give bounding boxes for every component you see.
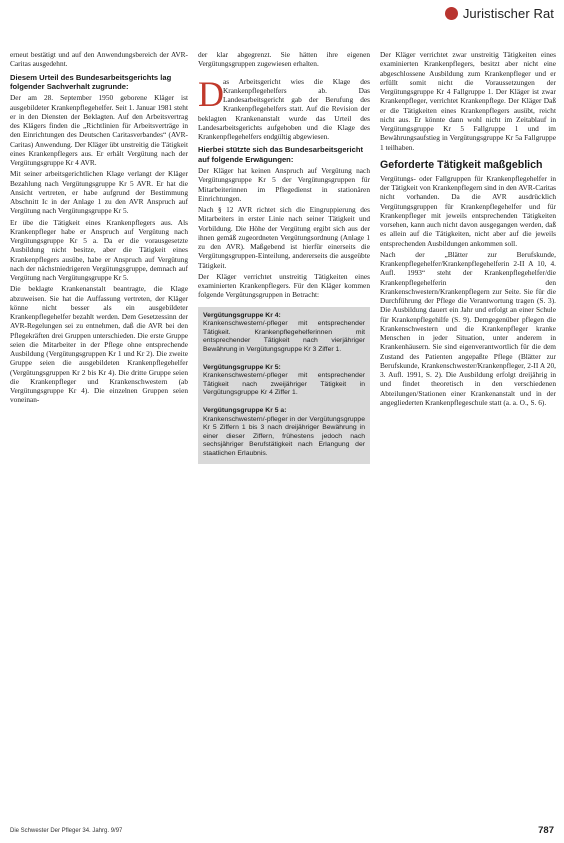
section-heading: Geforderte Tätigkeit maßgeblich [380,158,543,171]
pay-group-box [198,307,370,465]
paragraph: der klar abgegrenzt. Sie hätten ihre eigenen Vergütungsgruppen zugewiesen erhalten. [198,50,370,69]
paragraph: Der Kläger verrichtet zwar unstreitig Tätigkeiten eines examinierten Krankenpflegers, besitzt aber nicht eine abgeschlossene Ausbildung zum Krankenpfleger und er erfüllt somit nicht die Voraussetzungen der Vergütungsgruppe Kr 4 Fallgruppe 1. Der Kläger ist zwar Krankenpfleger, verrichtet Krankenpflege. Der Kläger Daß er die Tätigkeiten eines Krankenpflegers ausübt, reicht nicht aus. Er könnte dann wohl nicht im Zeitablauf in Vergütungsgruppe Kr 5 Fallgruppe 1 und im Bewährungsaufstieg in Vergütungsgruppe Kr 5a Fallgruppe 1 teilhaben. [380,50,556,152]
pay-group-item [203,312,365,355]
pay-group-title: Vergütungsgruppe Kr 4: [203,311,281,319]
pay-group-title: Vergütungsgruppe Kr 5 a: [203,406,287,414]
column-1 [10,50,188,407]
pay-group-item [203,364,365,398]
paragraph-text: as Arbeitsgericht wies die Klage des Krankenpflegehelfers ab. Das Landesarbeitsgericht gab der Berufung des Krankenpflegehelfers statt. Auf die Revision der beklagten Krankenanstalt wurde das Urteil des Landesarbeitsgerichts aufgehoben und die Klage des Krankenpflegehelfers endgültig abgewiesen. [198,76,370,141]
column-3 [380,50,556,409]
pay-group-text: Krankenschwestern/-pfleger mit entsprechender Tätigkeit. Krankenpflegehelferinnen mit entsprechender Tätigkeit nach vierjähriger Bewährung in Vergütungsgruppe Kr 3 Ziffer 1. [203,320,365,353]
paragraph: Die beklagte Krankenanstalt beantragte, die Klage abzuweisen. Sie hat die Auffassung vertreten, der Kläger könne nicht besser als ein ausgebildeter Krankenpflegehelfer bezahlt werden. Dem Gesetzessinn der AVR-Regelungen sei zu entnehmen, daß die AVR bei den Pflegekräften drei Gruppen unterschieden. Die erste Gruppe seien die Mitarbeiter in der Pflege ohne entsprechende Ausbildung (Vergütungsgruppen Kr 1 und Kr 2). Die zweite Gruppe seien die ausgebildeten Krankenpflegehelfer (Vergütungsgruppen Kr 2 bis Kr 4). Die dritte Gruppe seien die Krankenpfleger und Krankenschwestern (ab Vergütungsgruppe Kr 4). Die einzelnen Gruppen seien voneinan- [10,284,188,405]
paragraph: Nach § 12 AVR richtet sich die Eingruppierung des Mitarbeiters in erster Linie nach seiner Tätigkeit und Vorbildung. Die Höhe der Vergütung ergibt sich aus der ihnen gemäß zugeordneten Vergütungsordnung (Anlage 1 zu den AVR). Maßgebend ist hierfür einerseits die Vergütungsgruppen-Einteilung, andererseits die ausgeübte Tätigkeit. [198,205,370,270]
publication-source: Die Schwester Der Pfleger 34. Jahrg. 9/97 [10,828,123,834]
section-header [445,6,554,21]
column-2 [198,50,370,464]
paragraph: Der Kläger verrichtet unstreitig Tätigkeiten eines examinierten Krankenpflegers. Für den Kläger kommen folgende Vergütungsgruppen in Betracht: [198,271,370,300]
pay-group-title: Vergütungsgruppe Kr 5: [203,363,281,371]
paragraph: Nach der „Blätter zur Berufskunde, Krankenpflegehelfer/Krankenpflegehelferin 2-II A 10, 4. Aufl. 1993“ steht der Krankenpflegehelfer/die Krankenpflegehelferin den Krankenschwestern/Krankenpflegern zur Seite. Sie für die Durchführung der Pflege die Verantwortung tragen (S. 3). Die Ausbildung dauert ein Jahr und erfolgt an einer Schule für Krankenpflegehilfe (S. 9). Demgegenüber pflegen die Krankenschwestern und die Krankenpfleger kranke Menschen in jeder Situation, unter anderem in Krankenhäusern. Sie sind eigenverantwortlich für die dem Zustand des Patienten angepaßte Pflege (Blätter zur Berufskunde, Krankenschwester/Krankenpfleger, 2-II A 20, 3. Aufl. 1991, S. 2). Die Ausbildung erfolgt dreijährig in und findet theoretisch in den verschiedenen Abteilungen/Stationen einer Krankenanstalt und in der angegliederten Krankenpflegeschule statt (a. a. O., S. 6). [380,249,556,407]
paragraph: erneut bestätigt und auf den Anwendungsbereich der AVR-Caritas ausgedehnt. [10,50,188,69]
paragraph: Er übe die Tätigkeit eines Krankenpflegers aus. Als Krankenpfleger habe er Anspruch auf Vergütung nach Vergütungsgruppe Kr 5 a. Da er die vorausgesetzte Ausbildung nicht besitze, aber die Tätigkeit eines Krankenpflegers ausübe, habe er Anspruch auf Vergütung nach der nächstniedrigeren Vergütungsgruppe, demnach auf Vergütung nach Vergütungsgruppe Kr 5. [10,217,188,283]
dropcap-paragraph [198,73,370,142]
page-number: 787 [538,825,554,836]
section-title: Juristischer Rat [462,6,554,21]
paragraph: Der am 28. September 1950 geborene Kläger ist ausgebildeter Krankenpflegehelfer. Seit 1. Januar 1981 steht er in den Diensten der Beklagten. Auf den Arbeitsvertrag des Klägers finden die „Richtlinien für Arbeitsverträge in den Einrichtungen des Deutschen Caritasverbandes“ (AVR-Caritas) Anwendung. Der Kläger übt unstreitig die Tätigkeit eines Krankenpflegers aus. Er erhält Vergütung nach der Vergütungsgruppe Kr 4 AVR. [10,93,188,168]
subheading: Hierbei stützte sich das Bundesarbeitsgericht auf folgende Erwägungen: [198,145,363,164]
pay-group-text: Krankenschwestern/-pfleger in der Vergütungsgruppe Kr 5 Ziffern 1 bis 3 nach dreijähriger Bewährung in einer dieser Ziffern, frühestens jedoch nach sechsjähriger Berufstätigkeit nach Erlangung der staatlichen Erlaubnis. [203,415,365,457]
pay-group-item [203,407,365,459]
paragraph: Mit seiner arbeitsgerichtlichen Klage verlangt der Kläger Bezahlung nach Vergütungsgruppe Kr 5 AVR. Er hat die Ansicht vertreten, er habe aufgrund der Bestimmung Abschnitt Ic in der Anlage 1 zu den AVR Anspruch auf Vergütung nach Vergütungsgruppe Kr 5. [10,169,188,216]
pay-group-text: Krankenschwestern/-pfleger mit entsprechender Tätigkeit nach zweijähriger Tätigkeit in Vergütungsgruppe Kr 4 Ziffer 1. [203,372,365,397]
paragraph: Der Kläger hat keinen Anspruch auf Vergütung nach Vergütungsgruppe Kr 5 der Vergütungsgruppen für Mitarbeiterinnen im Pflegedienst in stationären Einrichtungen. [198,166,370,203]
paragraph: Vergütungs- oder Fallgruppen für Krankenpflegehelfer in der Tätigkeit von Krankenpflegern sind in den AVR-Caritas nicht vorhanden. Da die AVR ausdrücklich Vergütungsgruppen für Krankenpflegehelfer und für Krankenpfleger mit jeweils entsprechenden Tätigkeiten vorsehen, kann auch nicht davon ausgegangen werden, daß es allein auf die Tätigkeiten, nicht aber auf die jeweils entsprechenden Ausbildungen ankommen soll. [380,173,556,248]
subheading: Diesem Urteil des Bundesarbeitsgerichts lag folgender Sachverhalt zugrunde: [10,72,172,91]
drop-cap: D [198,73,224,114]
red-dot-icon [445,7,458,20]
